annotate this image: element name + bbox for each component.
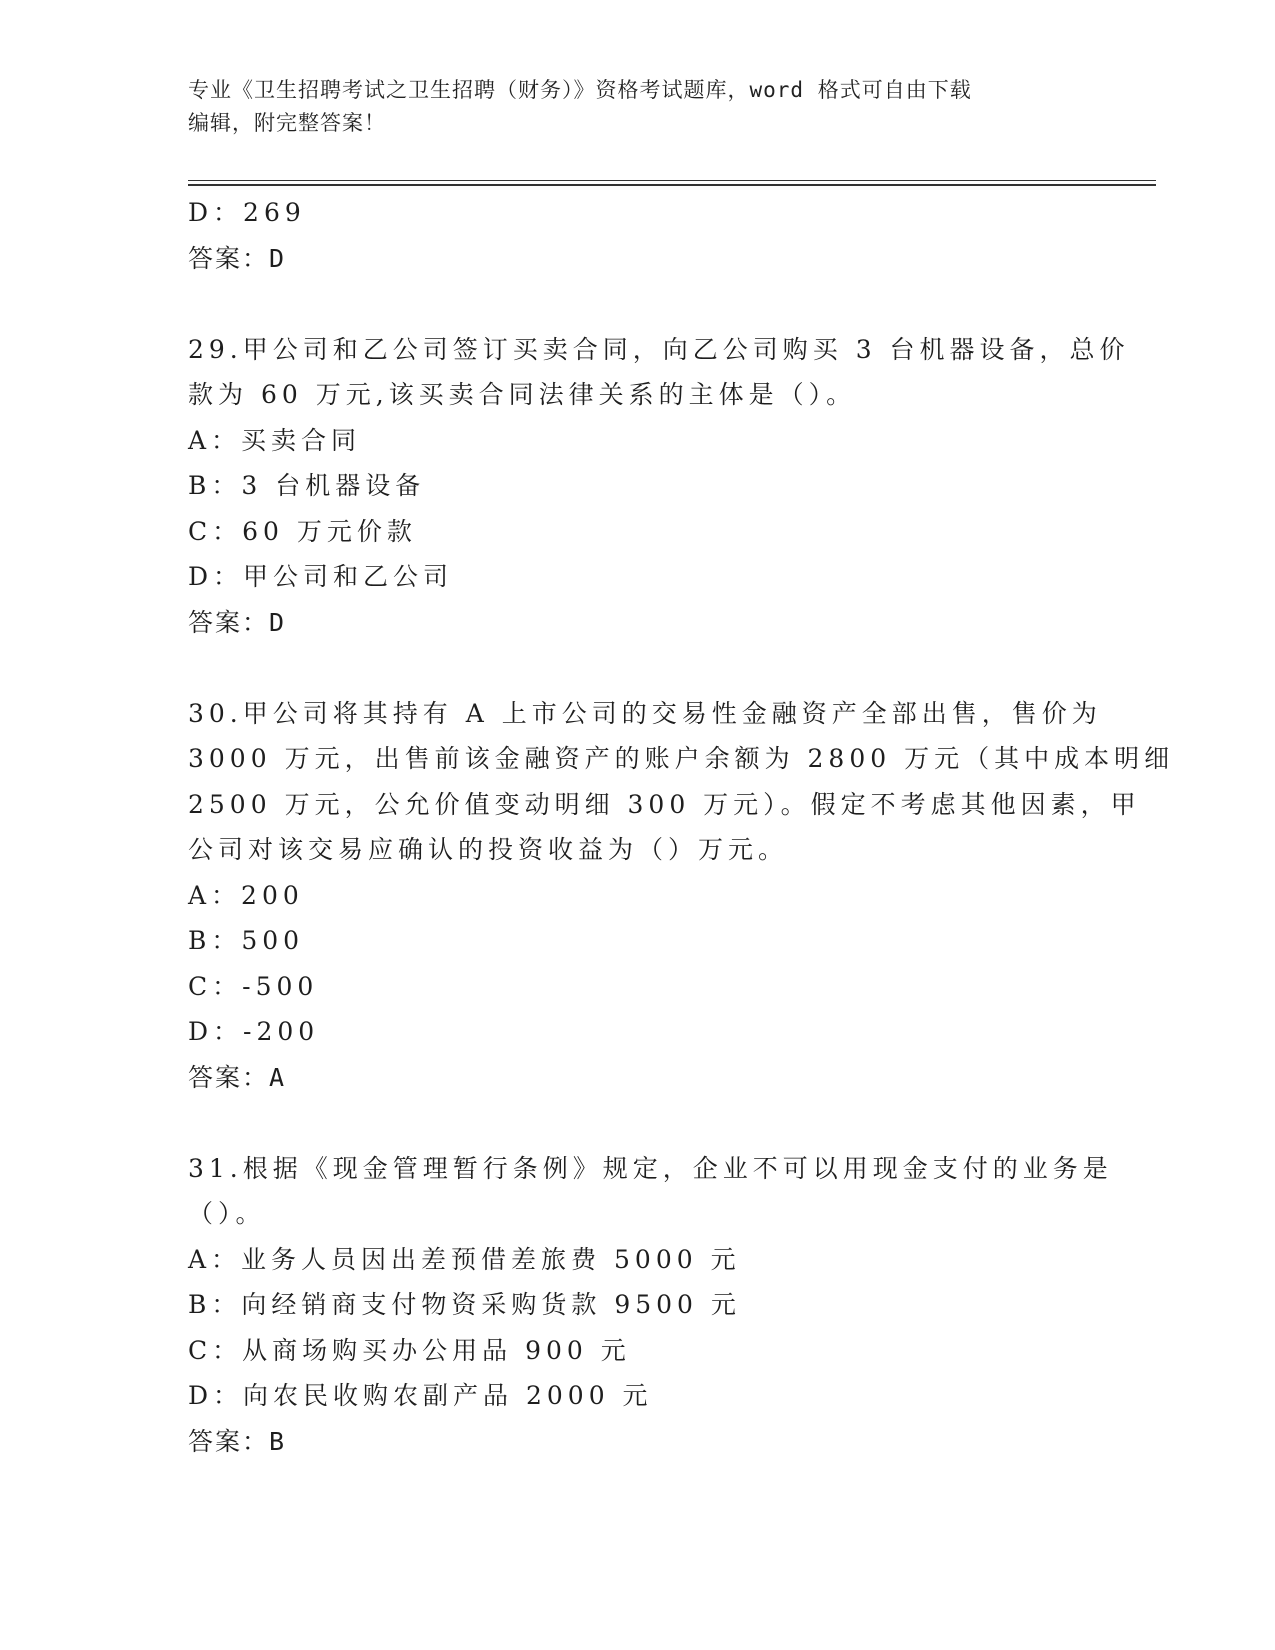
question-stem: 31.根据《现金管理暂行条例》规定，企业不可以用现金支付的业务是 <box>188 1153 1113 1183</box>
question-stem: 30.甲公司将其持有 A 上市公司的交易性金融资产全部出售，售价为 <box>188 698 1102 728</box>
spacer <box>188 281 1088 327</box>
header-line-1: 专业《卫生招聘考试之卫生招聘（财务）》资格考试题库，word 格式可自由下载 <box>188 78 972 102</box>
question-stem: （）。 <box>188 1199 266 1228</box>
question-31 <box>188 1146 1113 1465</box>
option-c: C：60 万元价款 <box>188 516 417 546</box>
option-d: D：甲公司和乙公司 <box>188 562 454 591</box>
option-a: A：业务人员因出差预借差旅费 5000 元 <box>188 1244 741 1274</box>
question-stem: 款为 60 万元,该买卖合同法律关系的主体是（）。 <box>188 380 857 409</box>
question-stem: 公司对该交易应确认的投资收益为（）万元。 <box>188 835 789 864</box>
answer-line: 答案：D <box>188 243 287 273</box>
option-d: D：269 <box>188 198 306 227</box>
question-list <box>188 190 1175 1464</box>
header-rule-thin <box>188 180 1156 181</box>
option-a: A：200 <box>188 880 304 910</box>
question-28 <box>188 190 1088 281</box>
option-b: B：3 台机器设备 <box>188 471 426 500</box>
answer-line: 答案：A <box>188 1062 287 1092</box>
spacer <box>188 645 1088 691</box>
option-d: D：向农民收购农副产品 2000 元 <box>188 1381 653 1410</box>
option-c: C：从商场购买办公用品 900 元 <box>188 1335 631 1365</box>
option-c: C：-500 <box>188 971 319 1001</box>
option-d: D：-200 <box>188 1017 320 1046</box>
page-header <box>188 74 1088 140</box>
question-30 <box>188 691 1175 1101</box>
question-stem: 2500 万元，公允价值变动明细 300 万元）。假定不考虑其他因素，甲 <box>188 789 1141 819</box>
question-stem: 29.甲公司和乙公司签订买卖合同，向乙公司购买 3 台机器设备，总价 <box>188 334 1130 364</box>
option-b: B：500 <box>188 926 305 955</box>
spacer <box>188 1100 1088 1146</box>
question-29 <box>188 327 1130 646</box>
answer-line: 答案：B <box>188 1426 287 1456</box>
option-b: B：向经销商支付物资采购货款 9500 元 <box>188 1290 741 1319</box>
header-line-2: 编辑，附完整答案！ <box>188 111 386 135</box>
question-stem: 3000 万元，出售前该金融资产的账户余额为 2800 万元（其中成本明细 <box>188 744 1175 773</box>
answer-line: 答案：D <box>188 607 287 637</box>
option-a: A：买卖合同 <box>188 425 362 455</box>
header-rule-thick <box>188 184 1156 186</box>
